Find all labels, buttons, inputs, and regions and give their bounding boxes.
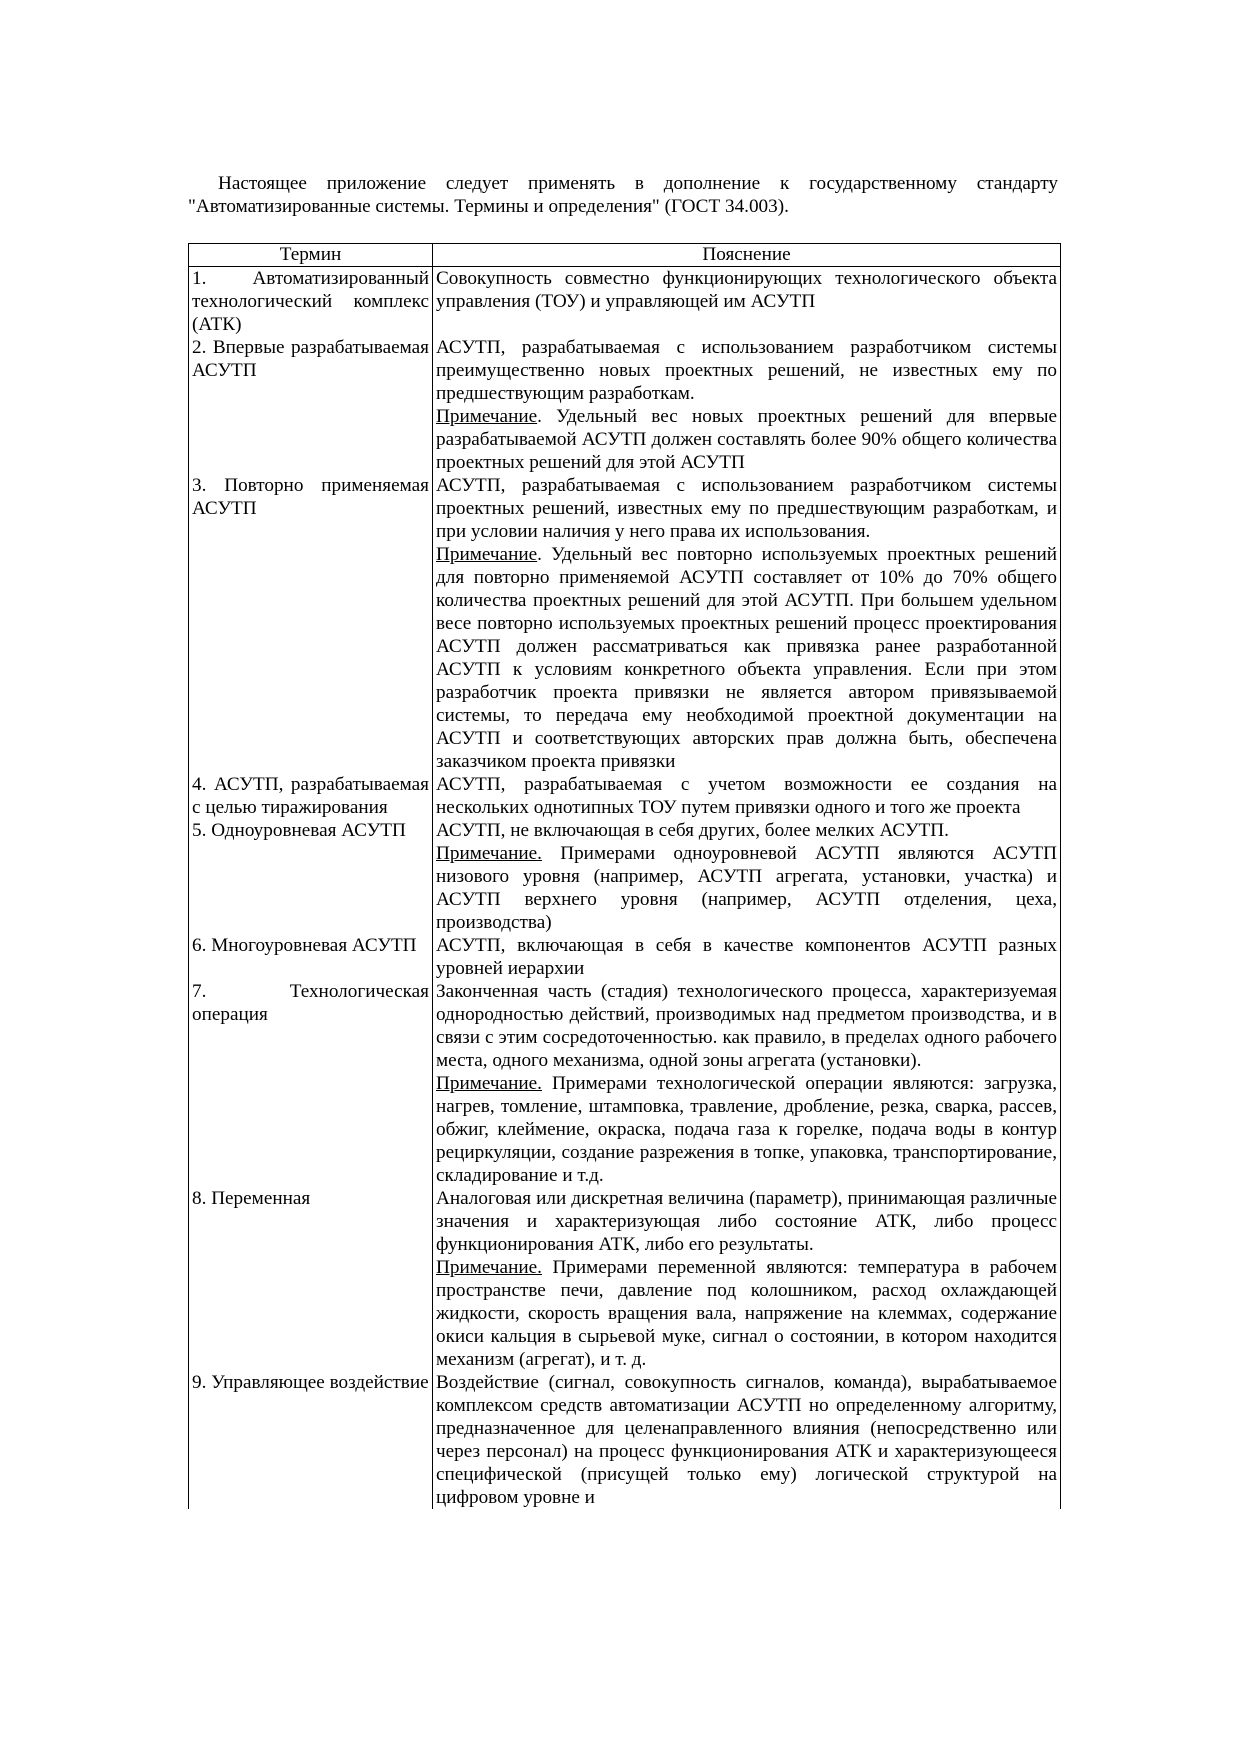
definition-text: АСУТП, включающая в себя в качестве компонентов АСУТП разных уровней иерархии <box>436 935 1057 979</box>
table-row <box>189 980 1061 1187</box>
note-paragraph <box>436 842 1057 934</box>
term-text: 3. Повторно применяемая АСУТП <box>192 475 429 519</box>
definition-text: Аналоговая или дискретная величина (параметр), принимающая различные значения и характеризующая либо состояние АТК, либо процесс функционирования АТК, либо его результаты. <box>436 1188 1057 1255</box>
note-text: Примерами технологической операции являются: загрузка, нагрев, томление, штамповка, травление, дробление, резка, сварка, рассев, обжиг, клеймение, окраска, подача газа к горелке, подача воды в контур рециркуляции, создание разрежения в топке, упаковка, транспортирование, складирование и т.д. <box>436 1073 1057 1186</box>
term-cell <box>189 934 433 980</box>
explanation-cell <box>433 474 1061 773</box>
note-text: . Удельный вес повторно используемых проектных решений для повторно применяемой АСУТП составляет от 10% до 70% общего количества проектных решений для этой АСУТП. При большем удельном весе повторно используемых проектных решений процесс проектирования АСУТП должен рассматриваться как привязка ранее разработанной АСУТП к условиям конкретного объекта управления. Если при этом разработчик проекта привязки не является автором привязываемой системы, то передача ему необходимой проектной документации на АСУТП и соответствующих авторских прав должна быть, обеспечена заказчиком проекта привязки <box>436 544 1057 772</box>
table-row <box>189 1187 1061 1371</box>
intro-paragraph: Настоящее приложение следует применять в дополнение к государственному стандарту "Автоматизированные системы. Термины и определения" (ГОСТ 34.003). <box>188 173 1058 217</box>
note-label: Примечание <box>436 406 538 427</box>
table-row <box>189 1371 1061 1509</box>
table-row <box>189 819 1061 934</box>
note-paragraph <box>436 543 1057 773</box>
definition-text: АСУТП, разрабатываемая с использованием разработчиком системы преимущественно новых проектных решений, не известных ему по предшествующим разработкам. <box>436 337 1057 404</box>
explanation-cell <box>433 336 1061 474</box>
explanation-cell <box>433 773 1061 819</box>
note-label: Примечание. <box>436 1257 542 1278</box>
term-cell <box>189 474 433 773</box>
term-cell <box>189 1187 433 1371</box>
note-paragraph <box>436 1072 1057 1187</box>
definition-text: Законченная часть (стадия) технологического процесса, характеризуемая однородностью действий, производимых над предметом производства, и в связи с этим сосредоточенностью. как правило, в пределах одного рабочего места, одного механизма, одной зоны агрегата (установки). <box>436 981 1057 1071</box>
note-text: . Удельный вес новых проектных решений для впервые разрабатываемой АСУТП должен составлять более 90% общего количества проектных решений для этой АСУТП <box>436 406 1057 473</box>
explanation-cell <box>433 934 1061 980</box>
term-text: 1. Автоматизированный технологический комплекс (АТК) <box>192 268 429 335</box>
term-text: 9. Управляющее воздействие <box>192 1372 429 1393</box>
note-label: Примечание. <box>436 1073 542 1094</box>
term-cell <box>189 773 433 819</box>
note-label: Примечание <box>436 544 538 565</box>
explanation-cell <box>433 1371 1061 1509</box>
note-text: Примерами переменной являются: температура в рабочем пространстве печи, давление под колошником, расход охлаждающей жидкости, скорость вращения вала, напряжение на клеммах, содержание окиси кальция в сырьевой муке, сигнал о состоянии, в котором находится механизм (агрегат), и т. д. <box>436 1257 1057 1370</box>
term-cell <box>189 336 433 474</box>
explanation-cell <box>433 819 1061 934</box>
table-row <box>189 474 1061 773</box>
column-header-explanation: Пояснение <box>433 244 1061 267</box>
term-cell <box>189 267 433 337</box>
term-text: 7. Технологическая операция <box>192 981 429 1025</box>
note-paragraph <box>436 405 1057 474</box>
term-cell <box>189 980 433 1187</box>
table-row <box>189 336 1061 474</box>
table-row <box>189 934 1061 980</box>
definition-text: АСУТП, не включающая в себя других, более мелких АСУТП. <box>436 820 949 841</box>
terms-table <box>188 243 1061 1509</box>
definition-text: Воздействие (сигнал, совокупность сигналов, команда), вырабатываемое комплексом средств автоматизации АСУТП но определенному алгоритму, предназначенное для целенаправленного влияния (непосредственно или через персонал) на процесс функционирования АТК и характеризующееся специфической (присущей только ему) логической структурой на цифровом уровне и <box>436 1372 1057 1508</box>
note-label: Примечание. <box>436 843 542 864</box>
term-cell <box>189 1371 433 1509</box>
note-paragraph <box>436 1256 1057 1371</box>
column-header-term: Термин <box>189 244 433 267</box>
explanation-cell <box>433 267 1061 337</box>
term-text: 5. Одноуровневая АСУТП <box>192 820 406 841</box>
definition-text: АСУТП, разрабатываемая с учетом возможности ее создания на нескольких однотипных ТОУ путем привязки одного и того же проекта <box>436 774 1057 818</box>
table-row <box>189 773 1061 819</box>
term-cell <box>189 819 433 934</box>
term-text: 8. Переменная <box>192 1188 311 1209</box>
table-header-row <box>189 244 1061 267</box>
definition-text: Совокупность совместно функционирующих технологического объекта управления (ТОУ) и управляющей им АСУТП <box>436 268 1057 312</box>
explanation-cell <box>433 980 1061 1187</box>
table-row <box>189 267 1061 337</box>
term-text: 6. Многоуровневая АСУТП <box>192 935 417 956</box>
note-text: Примерами одноуровневой АСУТП являются АСУТП низового уровня (например, АСУТП агрегата, установки, участка) и АСУТП верхнего уровня (например, АСУТП отделения, цеха, производства) <box>436 843 1057 933</box>
definition-text: АСУТП, разрабатываемая с использованием разработчиком системы проектных решений, известных ему по предшествующим разработкам, и при условии наличия у него права их использования. <box>436 475 1057 542</box>
term-text: 2. Впервые разрабатываемая АСУТП <box>192 337 429 381</box>
term-text: 4. АСУТП, разрабатываемая с целью тиражирования <box>192 774 429 818</box>
explanation-cell <box>433 1187 1061 1371</box>
